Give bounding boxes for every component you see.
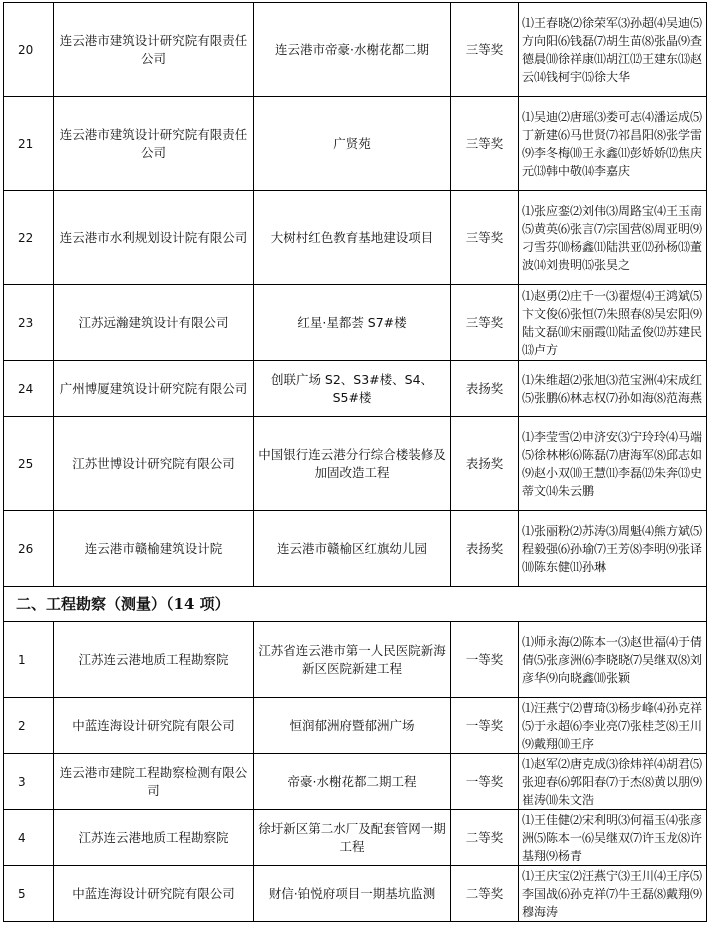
award-level: 二等奖	[451, 866, 519, 922]
section-header-group	[4, 587, 707, 622]
section-header-row	[4, 587, 707, 622]
table-row	[4, 511, 707, 587]
table-row	[4, 866, 707, 922]
row-number: 1	[4, 622, 54, 698]
project-name: 广贤苑	[254, 97, 451, 191]
awards-group-engineering-survey	[4, 622, 707, 922]
main-personnel: ⑴张丽粉⑵苏涛⑶周魁⑷熊方斌⑸程毅强⑹孙瑜⑺王芳⑻李明⑼张译⑽陈东健⑾孙琳	[519, 511, 707, 587]
row-number: 4	[4, 810, 54, 866]
row-number: 24	[4, 361, 54, 417]
design-unit: 连云港市建院工程勘察检测有限公司	[54, 754, 254, 810]
project-name: 江苏省连云港市第一人民医院新海新区医院新建工程	[254, 622, 451, 698]
project-name: 创联广场 S2、S3#楼、S4、S5#楼	[254, 361, 451, 417]
main-personnel: ⑴吴迪⑵唐瑶⑶娄可志⑷潘运成⑸丁新建⑹马世贤⑺祁昌阳⑻张学雷⑼李冬梅⑽王永鑫⑾彭娇娇⑿焦庆元⒀韩中敬⒁李嘉庆	[519, 97, 707, 191]
row-number: 20	[4, 3, 54, 97]
design-unit: 连云港市水利规划设计院有限公司	[54, 191, 254, 285]
main-personnel: ⑴张应銮⑵刘伟⑶周路宝⑷王玉南⑸黄英⑹张言⑺宗国营⑻周亚明⑼刁雪芬⑽杨鑫⑾陆洪亚⑿孙杨⒀董波⒁刘贵明⒂张昊之	[519, 191, 707, 285]
design-unit: 江苏连云港地质工程勘察院	[54, 622, 254, 698]
project-name: 财信·铂悦府项目一期基坑监测	[254, 866, 451, 922]
main-personnel: ⑴朱维超⑵张旭⑶范宝洲⑷宋成红⑸张鹏⑹林志权⑺孙如海⑻范海燕	[519, 361, 707, 417]
table-row	[4, 417, 707, 511]
design-unit: 连云港市建筑设计研究院有限责任公司	[54, 3, 254, 97]
table-row	[4, 3, 707, 97]
award-level: 三等奖	[451, 285, 519, 361]
design-unit: 中蓝连海设计研究院有限公司	[54, 866, 254, 922]
award-level: 表扬奖	[451, 361, 519, 417]
project-name: 连云港市赣榆区红旗幼儿园	[254, 511, 451, 587]
row-number: 21	[4, 97, 54, 191]
award-level: 表扬奖	[451, 417, 519, 511]
main-personnel: ⑴赵军⑵唐克成⑶徐炜祥⑷胡君⑸张迎春⑹郭阳春⑺于杰⑻黄以朋⑼崔涛⑽朱文浩	[519, 754, 707, 810]
project-name: 大树村红色教育基地建设项目	[254, 191, 451, 285]
project-name: 连云港市帝豪·水榭花都二期	[254, 3, 451, 97]
award-level: 一等奖	[451, 622, 519, 698]
main-personnel: ⑴李莹雪⑵申济安⑶宁玲玲⑷马端⑸徐林彬⑹陈磊⑺唐海军⑻邱志如⑼赵小双⑽王慧⑾李磊⑿朱奔⒀史蒂文⒁朱云鹏	[519, 417, 707, 511]
table-row	[4, 97, 707, 191]
row-number: 2	[4, 698, 54, 754]
project-name: 红星·星都荟 S7#楼	[254, 285, 451, 361]
design-unit: 江苏世博设计研究院有限公司	[54, 417, 254, 511]
award-level: 三等奖	[451, 3, 519, 97]
award-level: 三等奖	[451, 191, 519, 285]
row-number: 23	[4, 285, 54, 361]
award-level: 表扬奖	[451, 511, 519, 587]
project-name: 中国银行连云港分行综合楼装修及加固改造工程	[254, 417, 451, 511]
table-row	[4, 810, 707, 866]
table-row	[4, 361, 707, 417]
design-unit: 广州博厦建筑设计研究院有限公司	[54, 361, 254, 417]
main-personnel: ⑴师永海⑵陈本一⑶赵世福⑷于倩倩⑸张彦洲⑹李晓晓⑺吴继双⑻刘彦华⑼向晓鑫⑽张颖	[519, 622, 707, 698]
row-number: 3	[4, 754, 54, 810]
row-number: 26	[4, 511, 54, 587]
project-name: 帝豪·水榭花都二期工程	[254, 754, 451, 810]
table-row	[4, 698, 707, 754]
main-personnel: ⑴王春晓⑵徐荣军⑶孙超⑷吴迪⑸方向阳⑹钱磊⑺胡生苗⑻张晶⑼查德晨⑽徐祥康⑾胡江⑿王建东⒀赵云⒁钱柯宇⒂徐大华	[519, 3, 707, 97]
award-level: 一等奖	[451, 698, 519, 754]
table-row	[4, 622, 707, 698]
table-row	[4, 754, 707, 810]
design-unit: 江苏连云港地质工程勘察院	[54, 810, 254, 866]
design-unit: 江苏远瀚建筑设计有限公司	[54, 285, 254, 361]
awards-table	[3, 2, 707, 922]
main-personnel: ⑴王庆宝⑵汪燕宁⑶王川⑷王序⑸李国战⑹孙克祥⑺牛王磊⑻戴翔⑼穆海涛	[519, 866, 707, 922]
design-unit: 连云港市建筑设计研究院有限责任公司	[54, 97, 254, 191]
award-level: 三等奖	[451, 97, 519, 191]
project-name: 徐圩新区第二水厂及配套管网一期工程	[254, 810, 451, 866]
main-personnel: ⑴王佳健⑵宋利明⑶何福玉⑷张彦洲⑸陈本一⑹吴继双⑺许玉龙⑻许基翔⑼杨青	[519, 810, 707, 866]
row-number: 5	[4, 866, 54, 922]
project-name: 恒润郁洲府暨郁洲广场	[254, 698, 451, 754]
table-row	[4, 285, 707, 361]
table-row	[4, 191, 707, 285]
award-level: 一等奖	[451, 754, 519, 810]
awards-group-building-design	[4, 3, 707, 587]
section-title: 二、工程勘察（测量）（14 项）	[4, 587, 707, 622]
main-personnel: ⑴汪燕宁⑵曹琦⑶杨步峰⑷孙克祥⑸于永超⑹李业亮⑺张桂芝⑻王川⑼戴翔⑽王序	[519, 698, 707, 754]
design-unit: 连云港市赣榆建筑设计院	[54, 511, 254, 587]
row-number: 25	[4, 417, 54, 511]
design-unit: 中蓝连海设计研究院有限公司	[54, 698, 254, 754]
award-level: 二等奖	[451, 810, 519, 866]
row-number: 22	[4, 191, 54, 285]
main-personnel: ⑴赵勇⑵庄千一⑶翟煜⑷王鸿斌⑸卞文俊⑹张恒⑺朱照春⑻吴宏阳⑼陆文磊⑽宋丽霞⑾陆孟俊⑿苏建民⒀卢方	[519, 285, 707, 361]
